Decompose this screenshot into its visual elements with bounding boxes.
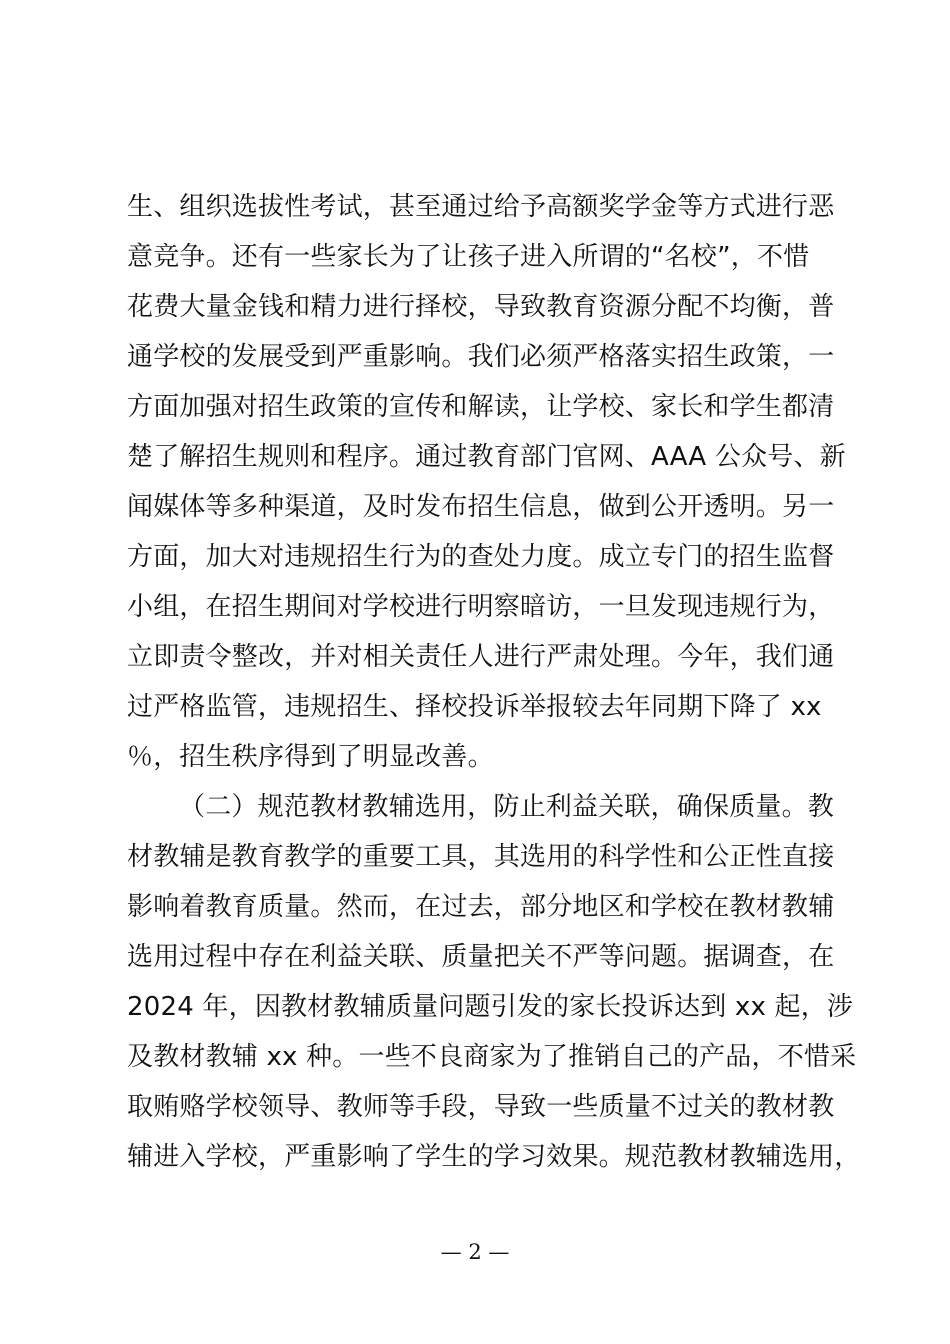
text-line: 闻媒体等多种渠道，及时发布招生信息，做到公开透明。另一 [127,492,835,522]
text-line: 影响着教育质量。然而，在过去，部分地区和学校在教材教辅 [127,892,835,922]
text-line: 立即责令整改，并对相关责任人进行严肃处理。今年，我们通 [127,642,835,672]
text-line: 小组，在招生期间对学校进行明察暗访，一旦发现违规行为， [127,592,835,622]
body-text [127,182,861,1182]
text-line: 2024 年，因教材教辅质量问题引发的家长投诉达到 xx 起，涉 [127,992,854,1022]
text-line: 花费大量金钱和精力进行择校，导致教育资源分配不均衡，普 [127,292,835,322]
text-line: 生、组织选拔性考试，甚至通过给予高额奖学金等方式进行恶 [127,192,835,222]
page-number: — 2 — [440,1240,510,1264]
text-line: 意竞争。还有一些家长为了让孩子进入所谓的“名校”，不惜 [127,242,810,272]
text-line: 材教辅是教育教学的重要工具，其选用的科学性和公正性直接 [127,842,835,872]
text-line: 方面，加大对违规招生行为的查处力度。成立专门的招生监督 [127,542,835,572]
text-line: 辅进入学校，严重影响了学生的学习效果。规范教材教辅选用， [127,1142,861,1172]
text-line: ％，招生秩序得到了明显改善。 [127,742,494,772]
text-line: 方面加强对招生政策的宣传和解读，让学校、家长和学生都清 [127,392,835,422]
section-heading-line: （二）规范教材教辅选用，防止利益关联，确保质量。教 [179,792,835,822]
text-line: 取贿赂学校领导、教师等手段，导致一些质量不过关的教材教 [127,1092,835,1122]
text-line: 及教材教辅 xx 种。一些不良商家为了推销自己的产品，不惜采 [127,1042,857,1072]
text-line: 过严格监管，违规招生、择校投诉举报较去年同期下降了 xx [127,692,822,722]
text-line: 选用过程中存在利益关联、质量把关不严等问题。据调查，在 [127,942,835,972]
text-line: 楚了解招生规则和程序。通过教育部门官网、AAA 公众号、新 [127,442,846,472]
text-line: 通学校的发展受到严重影响。我们必须严格落实招生政策，一 [127,342,835,372]
